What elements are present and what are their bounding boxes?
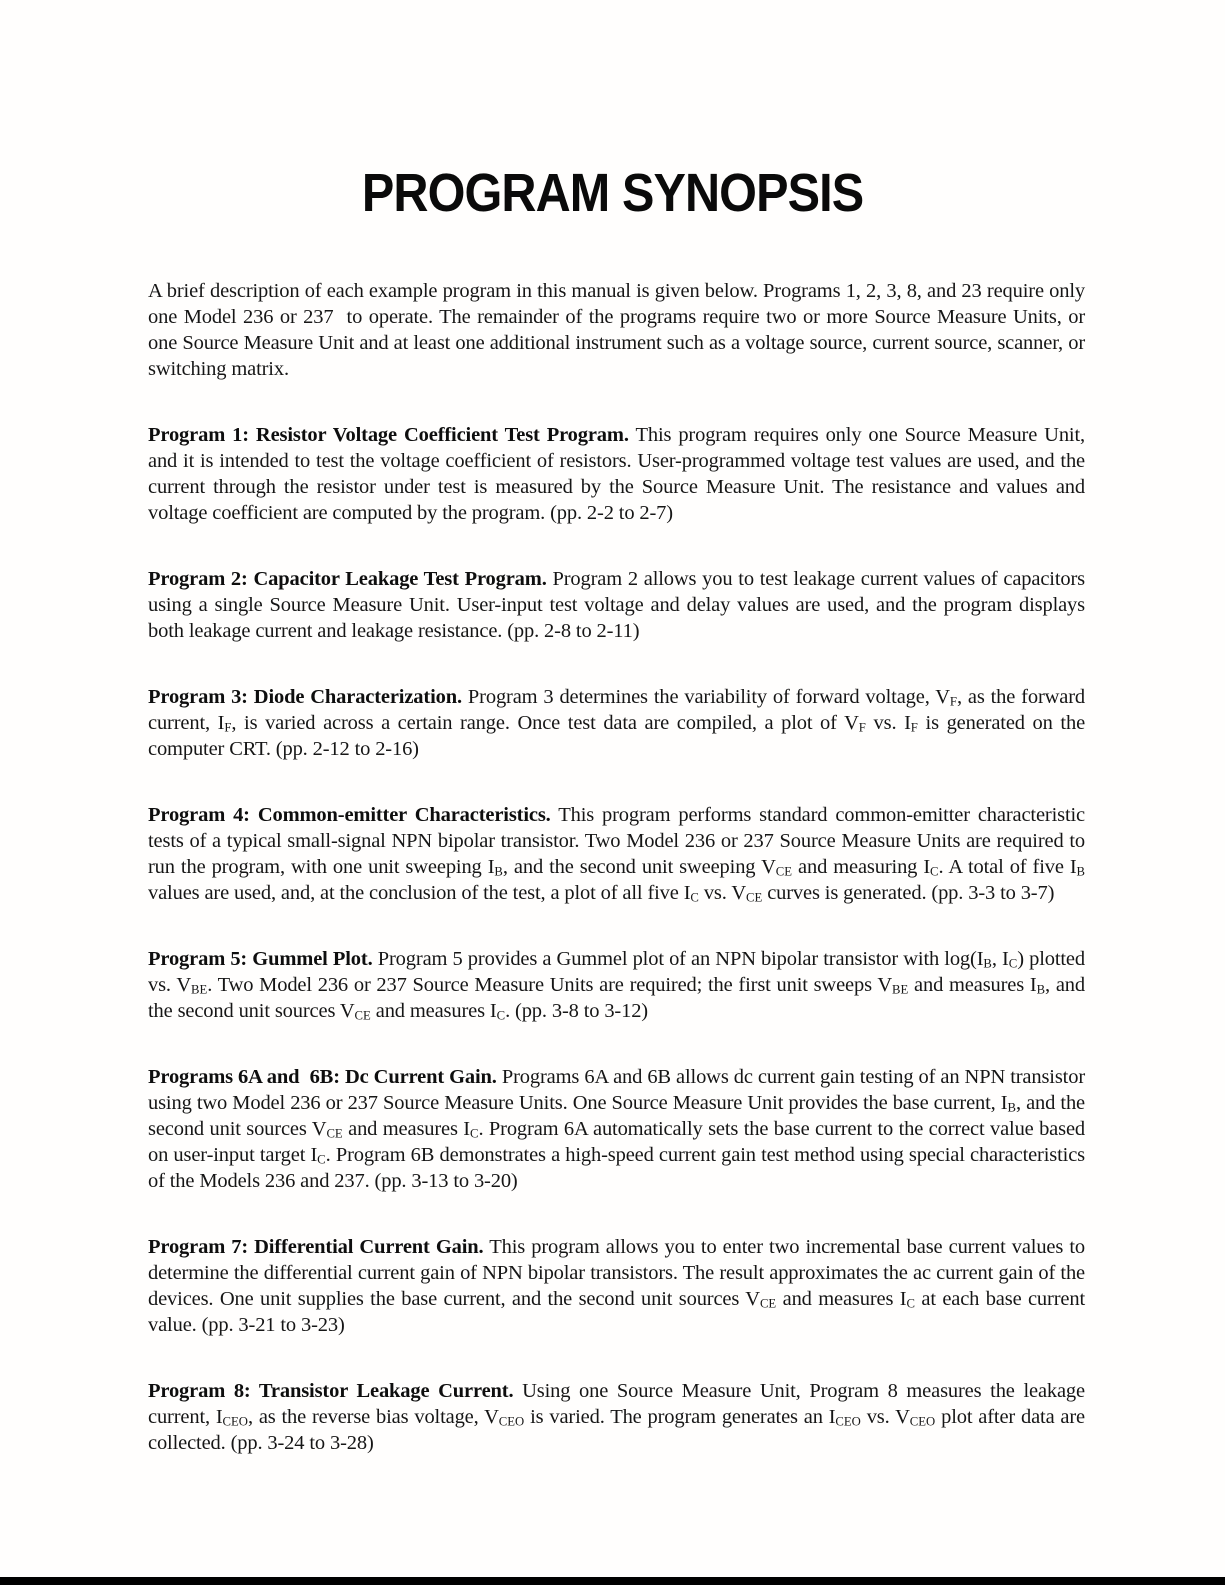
program-8-heading: Program 8: Transistor Leakage Current. [148, 1380, 514, 1402]
program-1-heading: Program 1: Resistor Voltage Coefficient Test Program. [148, 424, 629, 446]
page-title-text: PROGRAM SYNOPSIS [361, 163, 864, 223]
intro-paragraph: A brief description of each example program in this manual is given below. Programs 1, 2, 3, 8, and 23 require only one Model 236 or 237 to operate. The remainder of the programs require two or more Source Measure Units, or one Source Measure Unit and at least one additional instrument such as a voltage source, current source, scanner, or switching matrix. [148, 280, 1085, 380]
program-paragraph-7 [148, 1234, 1085, 1338]
program-paragraph-3 [148, 684, 1085, 762]
scan-artifact-bottom-bar [0, 1577, 1225, 1585]
program-7-heading: Program 7: Differential Current Gain. [148, 1236, 484, 1258]
program-2-body: Program 2 allows you to test leakage current values of capacitors using a single Source Measure Unit. User-input test voltage and delay values are used, and the program displays both leakage current and leakage resistance. (pp. 2-8 to 2-11) [148, 568, 1085, 642]
program-6-body: Programs 6A and 6B allows dc current gain testing of an NPN transistor using two Model 236 or 237 Source Measure Units. One Source Measure Unit provides the base current, $I_B$, and the second unit sources $V_{CE}$ and measures $I_C$. Program 6A automatically sets the base current to the correct value based on user-input target $I_C$. Program 6B demonstrates a high-speed current gain test method using special characteristics of the Models 236 and 237. (pp. 3-13 to 3-20) [148, 1066, 1086, 1192]
program-paragraph-6 [148, 1064, 1085, 1194]
program-paragraph-5 [148, 946, 1085, 1024]
program-4-body: This program performs standard common-emitter characteristic tests of a typical small-signal NPN bipolar transistor. Two Model 236 or 237 Source Measure Units are required to run the program, with one unit sweeping $I_B$, and the second unit sweeping $V_{CE}$ and measuring $I_C$. A total of five $I_B$ values are used, and, at the conclusion of the test, a plot of all five $I_C$ vs. $V_{CE}$ curves is generated. (pp. 3-3 to 3-7) [148, 804, 1086, 905]
program-paragraph-1 [148, 422, 1085, 526]
program-paragraph-2 [148, 566, 1085, 644]
program-4-heading: Program 4: Common-emitter Characteristics. [148, 804, 551, 826]
program-6-heading: Programs 6A and 6B: Dc Current Gain. [148, 1066, 497, 1088]
program-2-heading: Program 2: Capacitor Leakage Test Program. [148, 568, 547, 590]
program-3-body: Program 3 determines the variability of forward voltage, $V_F$, as the forward current, $I_F$, is varied across a certain range. Once test data are compiled, a plot of $V_F$ vs. $I_F$ is generated on the computer CRT. (pp. 2-12 to 2-16) [148, 686, 1086, 760]
program-paragraph-4 [148, 802, 1085, 906]
program-1-body: This program requires only one Source Measure Unit, and it is intended to test the voltage coefficient of resistors. User-programmed voltage test values are used, and the current through the resistor under test is measured by the Source Measure Unit. The resistance and values and voltage coefficient are computed by the program. (pp. 2-2 to 2-7) [148, 424, 1085, 524]
program-paragraph-8 [148, 1378, 1085, 1456]
program-8-body: Using one Source Measure Unit, Program 8 measures the leakage current, $I_{CEO}$, as the reverse bias voltage, $V_{CEO}$ is varied. The program generates an $I_{CEO}$ vs. $V_{CEO}$ plot after data are collected. (pp. 3-24 to 3-28) [148, 1380, 1086, 1454]
program-5-heading: Program 5: Gummel Plot. [148, 948, 373, 970]
program-5-body: Program 5 provides a Gummel plot of an NPN bipolar transistor with $\log(I_B$, $I_C$) plotted vs. $V_{BE}$. Two Model 236 or 237 Source Measure Units are required; the first unit sweeps $V_{BE}$ and measures $I_B$, and the second unit sources $V_{CE}$ and measures $I_C$. (pp. 3-8 to 3-12) [148, 948, 1085, 1023]
program-3-heading: Program 3: Diode Characterization. [148, 686, 462, 708]
page-content [148, 278, 1085, 1496]
program-7-body: This program allows you to enter two incremental base current values to determine the differential current gain of NPN bipolar transistors. The result approximates the ac current gain of the devices. One unit supplies the base current, and the second unit sources $V_{CE}$ and measures $I_C$ at each base current value. (pp. 3-21 to 3-23) [148, 1236, 1085, 1336]
page-title [0, 163, 1225, 223]
